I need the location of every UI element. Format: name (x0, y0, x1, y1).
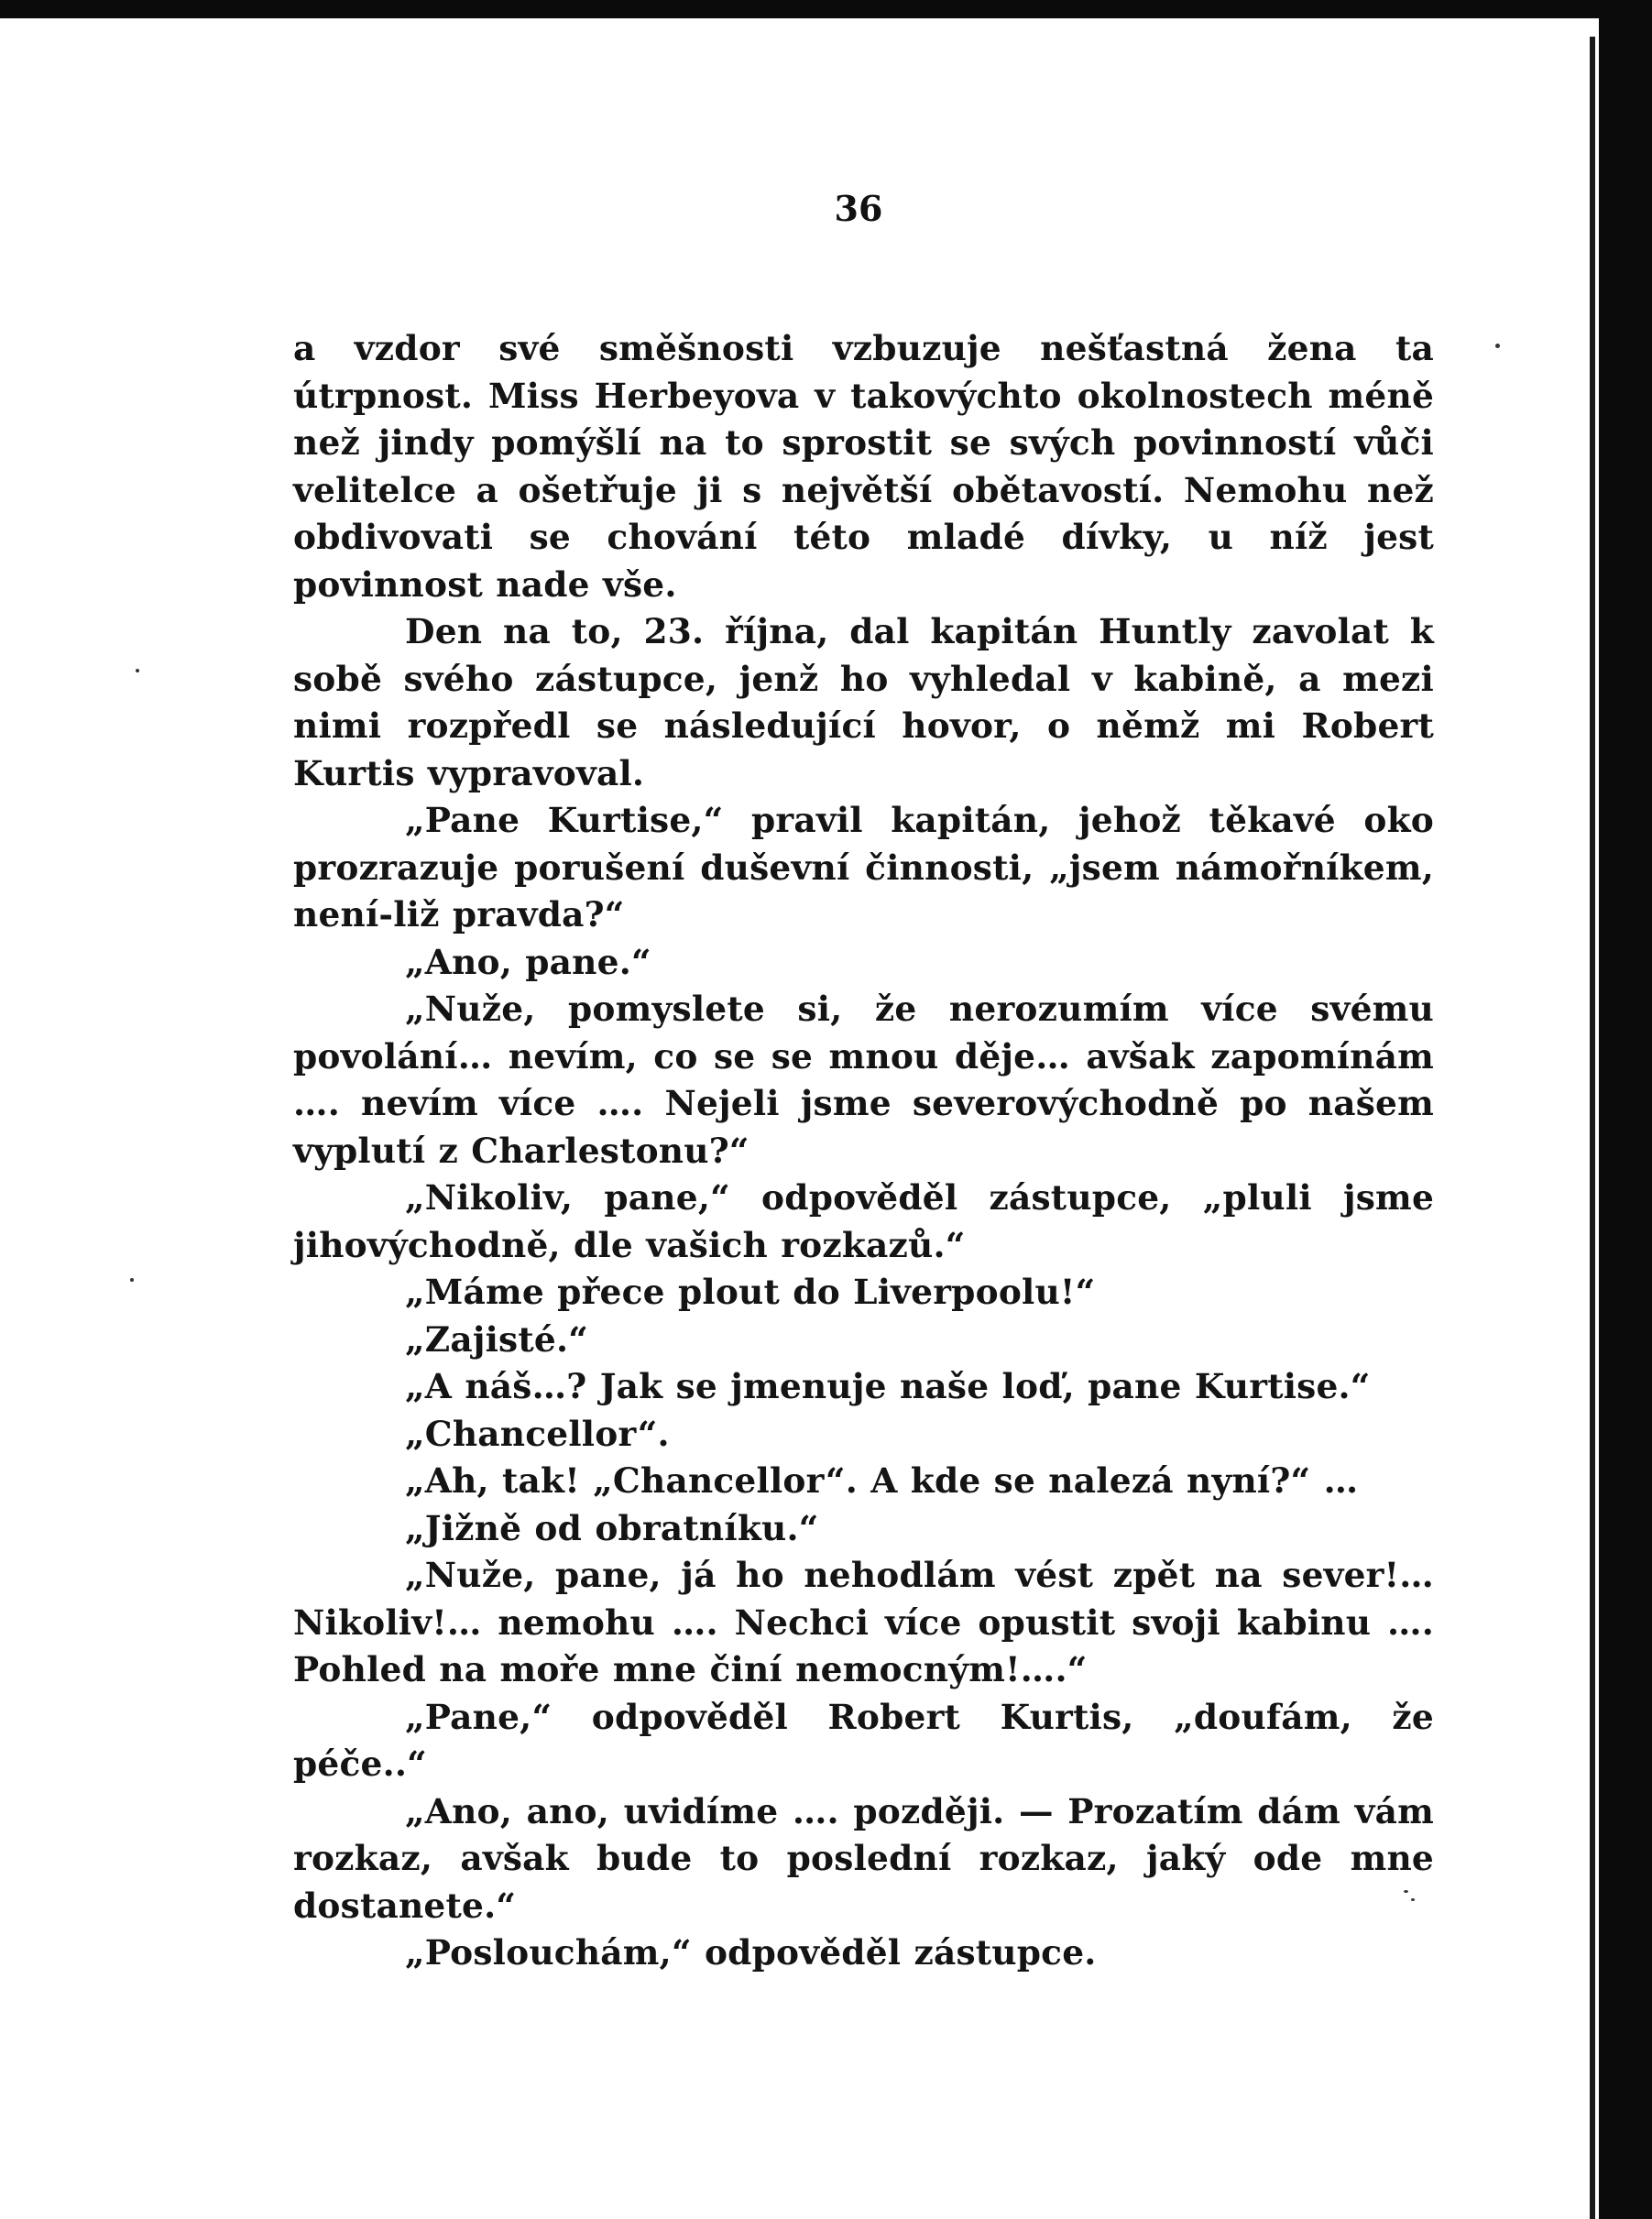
paragraph-7: „Máme přece plout do Liverpoolu!“ (405, 1272, 1096, 1312)
page-number: 36 (834, 188, 883, 229)
paragraph-11: „Ah, tak! „Chancellor“. A kde se nalezá nyní?“ … (405, 1460, 1359, 1501)
scan-speck (1411, 1898, 1415, 1901)
paragraph-8: „Zajisté.“ (405, 1318, 588, 1360)
paragraph-3: „Pane Kurtise,“ pravil kapitán, jehož těkavé oko prozrazuje porušení duševní činnosti, „jsem námořníkem, není-liž pravda?“ (293, 800, 1434, 935)
scan-speck (1404, 1890, 1408, 1893)
paragraph-16: „Poslouchám,“ odpověděl zástupce. (405, 1932, 1097, 1973)
paragraph-4: „Ano, pane.“ (405, 941, 651, 982)
page-edge-shadow (1590, 37, 1595, 2219)
body-text (293, 325, 1434, 1977)
scan-right-border (1599, 0, 1652, 2219)
paragraph-2: Den na to, 23. října, dal kapitán Huntly zavolat k sobě svého zástupce, jenž ho vyhledal v kabině, a mezi nimi rozpředl se následující hovor, o němž mi Robert Kurtis vypravoval. (293, 611, 1434, 793)
paragraph-9: „A náš…? Jak se jmenuje naše loď, pane Kurtise.“ (405, 1366, 1371, 1406)
paragraph-5: „Nuže, pomyslete si, že nerozumím více svému povolání… nevím, co se se mnou děje… avšak zapomínám …. nevím více …. Nejeli jsme severovýchodně po našem vyplutí z Charlestonu?“ (293, 989, 1434, 1171)
scan-speck (136, 669, 139, 672)
paragraph-15: „Ano, ano, uvidíme …. později. — Prozatím dám vám rozkaz, avšak bude to poslední rozkaz, jaký ode mne dostanete.“ (293, 1790, 1434, 1926)
scan-speck (1495, 344, 1500, 348)
paragraph-13: „Nuže, pane, já ho nehodlám vést zpět na sever!… Nikoliv!… nemohu …. Nechci více opustit svoji kabinu …. Pohled na moře mne činí nemocným!….“ (293, 1555, 1434, 1689)
scan-speck (130, 1278, 134, 1282)
scan-top-border (0, 0, 1652, 18)
paragraph-14: „Pane,“ odpověděl Robert Kurtis, „doufám, že péče..“ (293, 1696, 1434, 1784)
paragraph-12: „Jižně od obratníku.“ (405, 1507, 819, 1548)
paragraph-6: „Nikoliv, pane,“ odpověděl zástupce, „pluli jsme jihovýchodně, dle vašich rozkazů.“ (293, 1177, 1434, 1265)
book-page (0, 18, 1599, 2219)
paragraph-10: „Chancellor“. (405, 1413, 670, 1454)
paragraph-1: a vzdor své směšnosti vzbuzuje nešťastná žena ta útrpnost. Miss Herbeyova v takovýchto okolnostech méně než jindy pomýšlí na to sprostit se svých povinností vůči velitelce a ošetřuje ji s největší obětavostí. Nemohu než obdivovati se chování této mladé dívky, u níž jest povinnost nade vše. (293, 328, 1434, 605)
